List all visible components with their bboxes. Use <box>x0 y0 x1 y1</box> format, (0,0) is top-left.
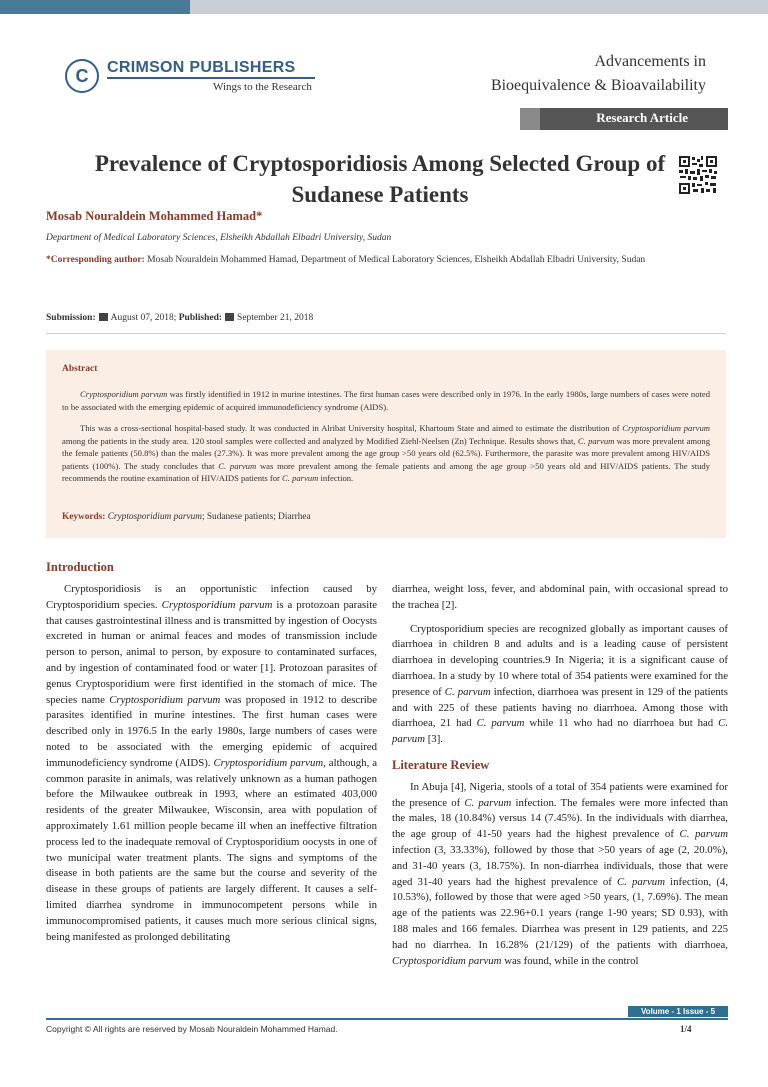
intro-paragraph-1-continued: diarrhea, weight loss, fever, and abdominal pain, with occasional spread to the trachea [2]. <box>392 583 728 611</box>
left-column <box>46 582 377 945</box>
journal-name <box>491 50 706 98</box>
abstract-box <box>46 350 726 538</box>
abstract-em: C. parvum <box>282 473 319 484</box>
header-band <box>0 0 768 14</box>
body-text: infection, diarrhoea was present in 129 of the patients and with 225 of these patients having no diarrhoea. Among those with diarrhoea, 21 had <box>392 685 728 730</box>
qr-code-icon <box>678 155 718 195</box>
publisher-name: CRIMSON PUBLISHERS <box>107 59 296 76</box>
body-em: C. parvum <box>392 717 729 746</box>
corresponding-text: Mosab Nouraldein Mohammed Hamad, Department of Medical Laboratory Sciences, Elsheikh Abdallah Elbadri University, Sudan <box>147 255 646 265</box>
calendar-icon <box>225 313 234 321</box>
body-text: was found, while in the control <box>504 954 639 967</box>
body-text: In Abuja [4], Nigeria, stools of a total of 354 patients were examined for the presence of <box>392 780 728 809</box>
body-text: although, a common parasite in animals, was relatively unknown as a human pathogen before the Milwaukee outbreak in 1993, where an estimated 403,000 residents of the greater Milwaukee, Wisconsin, area with population of approximately 1.61 million people became ill when an ineffective filtration process led to the inadequate removal of Cryptosporidium oocysts in one of two municipal water treatment plants. The signs and symptoms of the disease in both patients are the same but the course and severity of the disease in these groups of patients are largely different. It causes a self-limited diarrhea syndrome in immunocompetent persons while in immunocompromised patients, it causes much more serious clinical signs, being manifested as prolonged debilitating <box>46 756 378 943</box>
logo-divider <box>107 77 315 79</box>
corresponding-label: *Corresponding author: <box>46 255 145 265</box>
right-column <box>392 582 728 969</box>
body-em: Cryptosporidium parvum <box>392 954 502 967</box>
keywords-label: Keywords: <box>62 512 106 522</box>
body-em: Cryptosporidium parvum, <box>213 756 326 769</box>
abstract-em: C. parvum <box>577 435 615 446</box>
author-affiliation: Department of Medical Laboratory Sciences, Elsheikh Abdallah Elbadri University, Sudan <box>46 233 392 243</box>
author-name: Mosab Nouraldein Mohammed Hamad* <box>46 209 263 223</box>
journal-line-1: Advancements in <box>594 53 706 70</box>
intro-paragraph-2 <box>392 622 728 748</box>
abstract-text: was more prevalent among the female patients and among the age group >50 years old and HIV/AIDS patients. The study recommends the routine examination of HIV/AIDS patients for <box>62 460 710 484</box>
body-em: C. parvum <box>464 796 512 809</box>
article-type-shade <box>520 108 540 130</box>
abstract-paragraph-1 <box>62 388 710 413</box>
header-band-left <box>0 0 190 14</box>
body-em: C. parvum <box>679 828 729 841</box>
body-text: Cryptosporidiosis is an opportunistic infection caused by Cryptosporidium species. <box>46 583 377 611</box>
body-text: infection (3, 33.33%), followed by those that >50 years of age (2, 20.0%), and 31-40 years (3, 18.75%). In non-diarrhea individuals, those that were aged 31-40 years had the highest prevalence of <box>392 843 728 888</box>
publication-dates <box>46 313 313 323</box>
corresponding-author <box>46 253 726 267</box>
page-number: 1/4 <box>680 1024 692 1034</box>
body-em: Cryptosporidium parvum <box>161 598 273 611</box>
keywords-em: Cryptosporidium parvum <box>107 512 202 522</box>
header-band-right <box>190 0 768 14</box>
abstract-em: Cryptosporidium parvum <box>622 423 710 433</box>
body-em: C. parvum <box>444 685 491 698</box>
abstract-text: among the patients in the study area. 120 stool samples were collected and analyzed by Modified Ziehl-Neelsen (Zn) Technique. Results shows that, <box>62 435 576 446</box>
body-text: Cryptosporidium species are recognized globally as important causes of diarrhoea in children 8 and adults and is a leading cause of persistent diarrhoea in developing countries.9 In Nigeria; it is a significant cause of diarrhoea. In a study by 10 where total of 354 patients were examined for the presence of <box>392 622 728 698</box>
abstract-text: was firstly identified in 1912 in murine intestines. The first human cases were described only in 1976. In the early 1980s, large numbers of cases were noted to be associated with the emerging epidemic of acquired immunodeficiency syndrome (AIDS). <box>62 389 710 412</box>
abstract-paragraph-2 <box>62 422 710 485</box>
abstract-em: C. parvum <box>218 460 257 471</box>
body-text: was proposed in 1912 to describe parasites identified in murine intestines. The first human cases were described only in 1976.5 In the early 1980s, large numbers of cases were noted to be associated with the emerging epidemic of acquired immunodeficiency syndrome (AIDS). <box>46 693 378 769</box>
abstract-text: infection. <box>320 473 354 484</box>
divider <box>46 333 726 334</box>
paper-title: Prevalence of Cryptosporidiosis Among Selected Group of Sudanese Patients <box>94 151 666 207</box>
publisher-tagline: Wings to the Research <box>213 81 312 93</box>
submission-label: Submission: <box>46 313 96 323</box>
body-text: [3]. <box>427 733 443 746</box>
footer-divider <box>46 1018 728 1020</box>
calendar-icon <box>99 313 108 321</box>
body-text: is a protozoan parasite that causes gastrointestinal illness and is transmitted by ingestion of Oocysts excreted in human or animal feaces and modes of transmission include person to person, animal to person, by exposure to contaminated surfaces, and by ingestion of contaminated food or water [1]. Protozoan parasites of genus Cryptosporidium were first identified in the stomach of mice. The species name <box>46 598 378 706</box>
keywords-text: ; Sudanese patients; Diarrhea <box>201 512 311 522</box>
body-text: infection, (4, 10.53%), followed by those that were aged >50 years, (1, 7.69%). The mean age of the patients was 22.96+0.1 years (range 1-90 years; SD 0.93), with 188 males and 166 females. Diarrhea was present in 129 patients, and 225 had no diarrhea. In 16.28% (21/129) of the patients with diarrhoea, <box>392 875 729 951</box>
published-date: September 21, 2018 <box>237 313 314 323</box>
abstract-heading: Abstract <box>62 364 98 374</box>
introduction-heading: Introduction <box>46 560 114 574</box>
body-em: C. parvum <box>476 717 525 730</box>
abstract-em: Cryptosporidium parvum <box>80 389 168 399</box>
logo-icon: C <box>65 59 99 93</box>
intro-paragraph-1 <box>46 582 377 945</box>
abstract-text: was more prevalent among the female patients (50.8%) than the males (27.3%). It was more prevalent among the age group >50 years old (62.5%). Furthermore, the parasite was more prevalent among HIV/AIDS patients (100%). The study concludes that <box>62 435 711 471</box>
abstract-text: This was a cross-sectional hospital-based study. It was conducted in Alribat University hospital, Khartoum State and aimed to estimate the distribution of <box>80 423 620 433</box>
article-type: Research Article <box>596 110 688 125</box>
submission-date: August 07, 2018; <box>110 313 177 323</box>
keywords <box>62 512 311 522</box>
body-text: infection. The females were more infected than the males, 18 (10.84%) versus 14 (7.45%). In the individuals with diarrhea, the age group of 41-50 years had the highest prevalence of <box>392 796 729 841</box>
body-text: while 11 who had no diarrhoea but had <box>529 717 714 730</box>
body-em: C. parvum <box>617 875 666 888</box>
copyright-notice: Copyright © All rights are reserved by Mosab Nouraldein Mohammed Hamad. <box>46 1024 338 1034</box>
volume-issue-badge: Volume - 1 Issue - 5 <box>628 1006 728 1017</box>
journal-line-2: Bioequivalence & Bioavailability <box>490 77 706 94</box>
body-em: Cryptosporidium parvum <box>109 693 221 706</box>
literature-paragraph <box>392 780 728 970</box>
publisher-logo <box>55 55 325 105</box>
published-label: Published: <box>178 313 223 323</box>
literature-review-heading: Literature Review <box>392 757 490 772</box>
